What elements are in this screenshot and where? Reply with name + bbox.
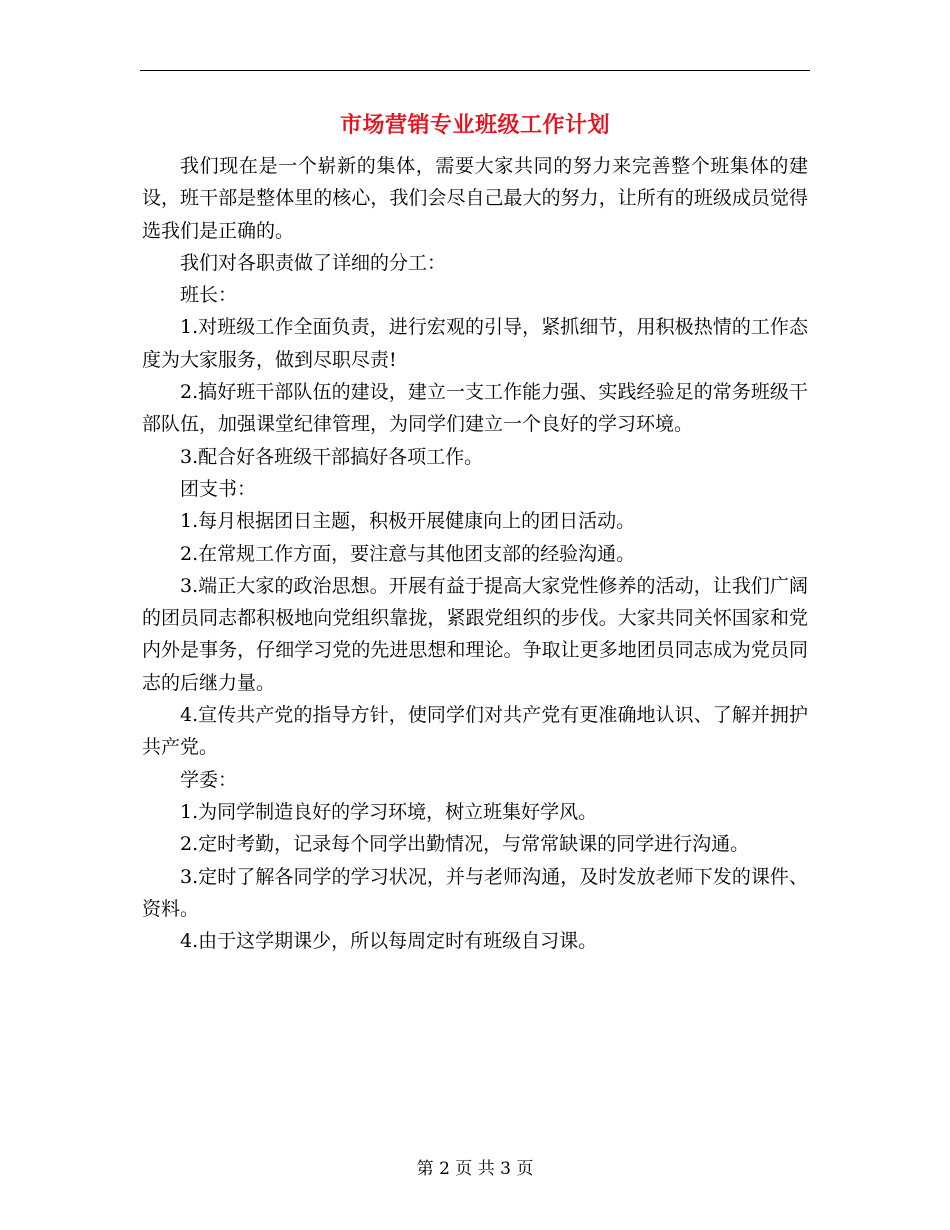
- document-body: [142, 150, 808, 957]
- paragraph-monitor-2: 2.搞好班干部队伍的建设，建立一支工作能力强、实践经验足的常务班级干部队伍，加强课堂纪律管理，为同学们建立一个良好的学习环境。: [142, 381, 808, 436]
- paragraph-league-4: 4.宣传共产党的指导方针，使同学们对共产党有更准确地认识、了解并拥护共产党。: [142, 704, 808, 759]
- paragraph-study-1: 1.为同学制造良好的学习环境，树立班集好学风。: [180, 800, 598, 823]
- paragraph-monitor-1: 1.对班级工作全面负责，进行宏观的引导，紧抓细节，用积极热情的工作态度为大家服务，做到尽职尽责!: [142, 316, 808, 371]
- paragraph-study-4: 4.由于这学期课少，所以每周定时有班级自习课。: [180, 930, 598, 953]
- paragraph-study-3: 3.定时了解各同学的学习状况，并与老师沟通，及时发放老师下发的课件、资料。: [142, 865, 808, 920]
- heading-monitor: 班长：: [180, 284, 238, 307]
- paragraph-league-2: 2.在常规工作方面，要注意与其他团支部的经验沟通。: [180, 542, 636, 565]
- header-rule: [140, 70, 810, 71]
- paragraph-league-1: 1.每月根据团日主题，积极开展健康向上的团日活动。: [180, 510, 636, 533]
- document-title: 市场营销专业班级工作计划: [339, 112, 610, 138]
- page-number-label: 第 2 页 共 3 页: [416, 1159, 534, 1179]
- paragraph-study-2: 2.定时考勤，记录每个同学出勤情况，与常常缺课的同学进行沟通。: [180, 833, 750, 856]
- paragraph-monitor-3: 3.配合好各班级干部搞好各项工作。: [180, 445, 484, 468]
- paragraph-intro: 我们现在是一个崭新的集体，需要大家共同的努力来完善整个班集体的建设，班干部是整体里的核心，我们会尽自己最大的努力，让所有的班级成员觉得选我们是正确的。: [142, 155, 808, 242]
- heading-league-secretary: 团支书：: [180, 477, 257, 500]
- heading-study-committee: 学委：: [180, 768, 238, 791]
- paragraph-division-of-duties: 我们对各职责做了详细的分工：: [180, 251, 447, 274]
- page-footer: [0, 1154, 950, 1179]
- paragraph-league-3: 3.端正大家的政治思想。开展有益于提高大家党性修养的活动，让我们广阔的团员同志都积极地向党组织靠拢，紧跟党组织的步伐。大家共同关怀国家和党内外是事务，仔细学习党的先进思想和理论。争取让更多地团员同志成为党员同志的后继力量。: [142, 574, 808, 694]
